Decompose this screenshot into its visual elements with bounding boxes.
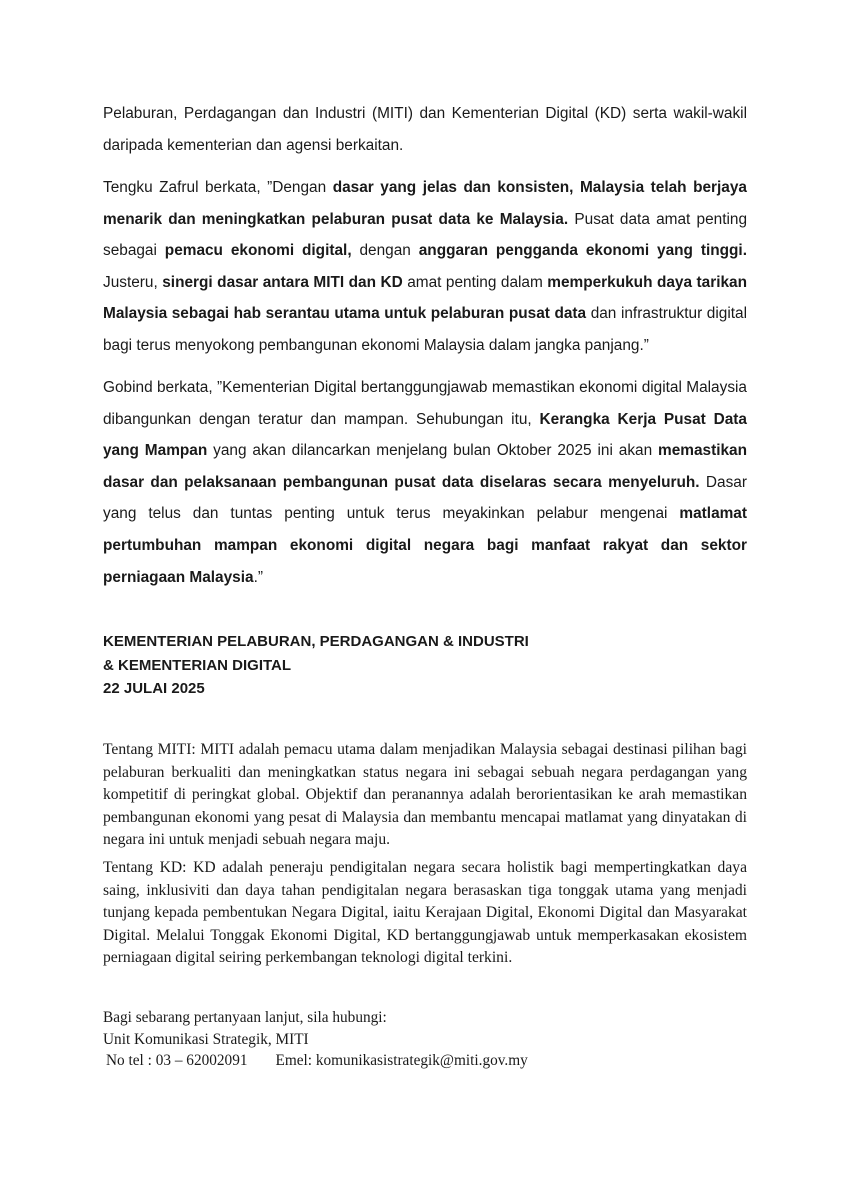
contact-details-line — [103, 1050, 528, 1072]
bold-text-run: matlamat pertumbuhan mampan ekonomi digital negara bagi manfaat rakyat dan sektor perniagaan Malaysia — [103, 505, 747, 586]
signoff-date: 22 JULAI 2025 — [103, 680, 205, 697]
text-run: Gobind berkata, ”Kementerian Digital bertanggungjawab memastikan ekonomi digital Malaysia dibangunkan dengan teratur dan mampan. Sehubungan itu, — [103, 379, 747, 428]
text-run: dengan — [351, 242, 419, 260]
text-run: amat penting dalam — [402, 273, 548, 291]
text-run: Pusat data amat penting sebagai — [103, 210, 748, 260]
text-run: yang akan dilancarkan menjelang bulan Oktober 2025 ini akan — [207, 442, 659, 460]
bold-text-run: sinergi dasar antara MITI dan KD — [162, 273, 403, 291]
bold-text-run: Kerangka Kerja Pusat Data yang Mampan — [103, 410, 747, 460]
bold-text-run: dasar yang jelas dan konsisten, Malaysia telah berjaya menarik dan meningkatkan pelaburan pusat data ke Malaysia. — [103, 179, 747, 228]
signoff-block — [103, 630, 529, 701]
paragraph-gobind-quote — [103, 372, 747, 593]
signoff-ministry-line-1: KEMENTERIAN PELABURAN, PERDAGANGAN & INDUSTRI — [103, 633, 529, 650]
bold-text-run: pemacu ekonomi digital, — [164, 242, 352, 260]
contact-email[interactable]: Emel: komunikasistrategik@miti.gov.my — [275, 1052, 528, 1069]
text-run: Pelaburan, Perdagangan dan Industri (MITI) dan Kementerian Digital (KD) serta wakil-wakil daripada kementerian dan agensi berkaitan. — [103, 105, 747, 154]
text-run: Tengku Zafrul berkata, ”Dengan — [103, 179, 333, 196]
signoff-ministry-line-2: & KEMENTERIAN DIGITAL — [103, 656, 292, 674]
text-run: .” — [253, 568, 263, 586]
contact-unit: Unit Komunikasi Strategik, MITI — [103, 1030, 309, 1048]
text-run: Justeru, — [103, 273, 163, 291]
bold-text-run: memastikan dasar dan pelaksanaan pembangunan pusat data diselaras secara menyeluruh. — [103, 442, 748, 491]
contact-block — [103, 1007, 528, 1072]
contact-intro: Bagi sebarang pertanyaan lanjut, sila hubungi: — [103, 1009, 387, 1026]
text-run: dan infrastruktur digital bagi terus menyokong pembangunan ekonomi Malaysia dalam jangka panjang.” — [103, 305, 747, 354]
bold-text-run: memperkukuh daya tarikan Malaysia sebagai hab serantau utama untuk pelaburan pusat data — [103, 273, 747, 323]
contact-phone: No tel : 03 – 62002091 — [106, 1052, 248, 1069]
about-miti-paragraph: Tentang MITI: MITI adalah pemacu utama dalam menjadikan Malaysia sebagai destinasi pilihan bagi pelaburan berkualiti dan meningkatkan status negara ini sebagai sebuah negara perdagangan yang kompetitif di peringkat global. Objektif dan peranannya adalah berorientasikan ke arah memastikan pembangunan ekonomi yang pesat di Malaysia dan membantu mencapai matlamat yang dinyatakan di negara ini untuk menjadi sebuah negara maju. — [103, 741, 747, 848]
paragraph-zafrul-quote — [103, 172, 747, 362]
bold-text-run: anggaran pengganda ekonomi yang tinggi. — [418, 242, 747, 260]
text-run: Dasar yang telus dan tuntas penting untuk terus meyakinkan pelabur mengenai — [103, 473, 747, 523]
about-kd-paragraph: Tentang KD: KD adalah peneraju pendigitalan negara secara holistik bagi mempertingkatkan daya saing, inklusiviti dan daya tahan pendigitalan negara berasaskan tiga tonggak utama yang menjadi tunjang kepada pembentukan Negara Digital, iaitu Kerajaan Digital, Ekonomi Digital dan Masyarakat Digital. Melalui Tonggak Ekonomi Digital, KD bertanggungjawab untuk memperkasakan ekosistem perniagaan digital seiring perkembangan teknologi digital terkini. — [103, 859, 747, 966]
paragraph-continuation — [103, 98, 747, 161]
